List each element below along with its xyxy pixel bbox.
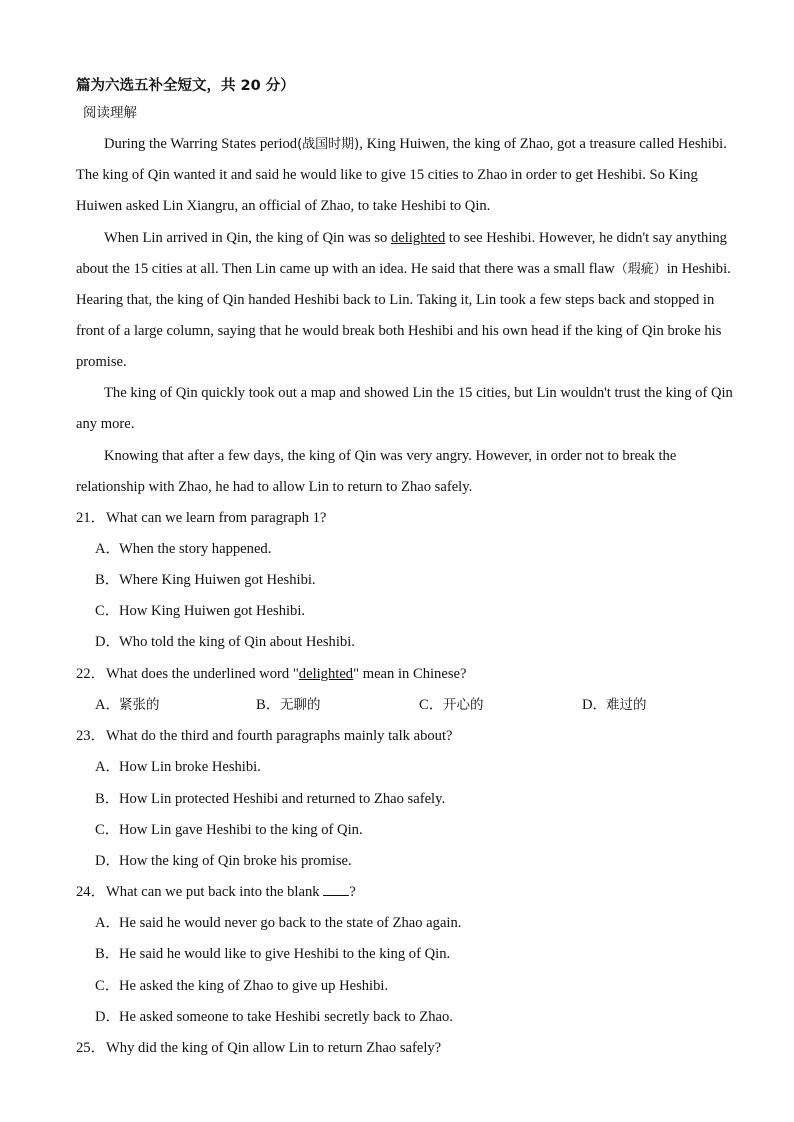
q23-option-c[interactable] bbox=[95, 820, 363, 840]
question-22 bbox=[76, 664, 466, 684]
text-span: During the Warring States period bbox=[104, 136, 298, 152]
q24-option-b[interactable] bbox=[95, 944, 450, 964]
option-text: When the story happened. bbox=[119, 541, 272, 557]
question-number: 25． bbox=[76, 1040, 106, 1056]
option-text: How King Huiwen got Heshibi. bbox=[119, 603, 306, 619]
option-letter: D． bbox=[582, 697, 608, 713]
question-text: Why did the king of Qin allow Lin to return Zhao safely? bbox=[106, 1040, 442, 1056]
underlined-word: delighted bbox=[390, 230, 446, 246]
q21-option-a[interactable] bbox=[95, 539, 271, 559]
passage-p1-line1 bbox=[104, 134, 727, 155]
question-25 bbox=[76, 1038, 441, 1058]
question-number: 23． bbox=[76, 728, 106, 744]
option-text: 开心的 bbox=[443, 697, 484, 713]
text-span: to see Heshibi. However, he didn't say anything bbox=[445, 230, 727, 246]
passage-p3-line1: The king of Qin quickly took out a map and showed Lin the 15 cities, but Lin wouldn't trust the king of Qin bbox=[104, 385, 733, 401]
passage-p2-line5: promise. bbox=[76, 354, 127, 370]
option-letter: B． bbox=[95, 946, 120, 962]
option-letter: A． bbox=[95, 697, 121, 713]
option-letter: D． bbox=[95, 634, 121, 650]
option-letter: B． bbox=[95, 572, 120, 588]
option-text: Where King Huiwen got Heshibi. bbox=[119, 572, 316, 588]
option-text: 难过的 bbox=[606, 697, 647, 713]
question-number: 21． bbox=[76, 510, 106, 526]
question-number: 24． bbox=[76, 884, 106, 900]
q21-option-d[interactable] bbox=[95, 632, 355, 652]
text-span: When Lin arrived in Qin, the king of Qin was so bbox=[104, 230, 391, 246]
option-text: How Lin protected Heshibi and returned to Zhao safely. bbox=[119, 791, 446, 807]
answer-blank bbox=[323, 882, 349, 896]
section-subtitle: 阅读理解 bbox=[83, 105, 137, 121]
q23-option-d[interactable] bbox=[95, 851, 352, 871]
q24-option-a[interactable] bbox=[95, 913, 461, 933]
q24-option-c[interactable] bbox=[95, 976, 388, 996]
chinese-gloss: （瑕疵） bbox=[614, 262, 667, 277]
option-text: How Lin broke Heshibi. bbox=[119, 759, 261, 775]
passage-p2-line1 bbox=[104, 228, 727, 248]
question-number: 22． bbox=[76, 666, 106, 682]
option-text: 无聊的 bbox=[280, 697, 321, 713]
text-span: in Heshibi. bbox=[666, 261, 731, 277]
q22-option-b[interactable] bbox=[256, 695, 321, 715]
underlined-word: delighted bbox=[298, 666, 354, 682]
option-letter: B． bbox=[256, 697, 281, 713]
chinese-gloss: (战国时期) bbox=[297, 137, 360, 152]
option-text: He said he would never go back to the state of Zhao again. bbox=[119, 915, 462, 931]
passage-p1-line3: Huiwen asked Lin Xiangru, an official of Zhao, to take Heshibi to Qin. bbox=[76, 198, 491, 214]
question-text: What can we put back into the blank bbox=[106, 884, 324, 900]
q23-option-a[interactable] bbox=[95, 757, 261, 777]
option-text: How Lin gave Heshibi to the king of Qin. bbox=[119, 822, 363, 838]
option-letter: C． bbox=[95, 603, 120, 619]
text-span: about the 15 cities at all. Then Lin came up with an idea. He said that there was a small flaw bbox=[76, 261, 615, 277]
q24-option-d[interactable] bbox=[95, 1007, 453, 1027]
option-letter: C． bbox=[95, 978, 120, 994]
option-text: He asked the king of Zhao to give up Heshibi. bbox=[119, 978, 389, 994]
q22-option-d[interactable] bbox=[582, 695, 647, 715]
question-text: " mean in Chinese? bbox=[353, 666, 467, 682]
option-text: Who told the king of Qin about Heshibi. bbox=[119, 634, 355, 650]
option-letter: D． bbox=[95, 853, 121, 869]
passage-p1-line2: The king of Qin wanted it and said he would like to give 15 cities to Zhao in order to get Heshibi. So King bbox=[76, 167, 698, 183]
option-text: 紧张的 bbox=[119, 697, 160, 713]
option-letter: B． bbox=[95, 791, 120, 807]
option-letter: A． bbox=[95, 915, 121, 931]
q21-option-b[interactable] bbox=[95, 570, 316, 590]
question-23 bbox=[76, 726, 453, 746]
passage-p2-line3: Hearing that, the king of Qin handed Heshibi back to Lin. Taking it, Lin took a few steps back and stopped in bbox=[76, 292, 715, 308]
passage-p2-line2 bbox=[76, 259, 731, 280]
q22-option-c[interactable] bbox=[419, 695, 484, 715]
question-text: What does the underlined word " bbox=[106, 666, 299, 682]
q21-option-c[interactable] bbox=[95, 601, 305, 621]
question-text: What can we learn from paragraph 1? bbox=[106, 510, 327, 526]
passage-p3-line2: any more. bbox=[76, 416, 135, 432]
passage-p2-line4: front of a large column, saying that he would break both Heshibi and his own head if the king of Qin broke his bbox=[76, 323, 722, 339]
passage-p4-line2: relationship with Zhao, he had to allow Lin to return to Zhao safely. bbox=[76, 479, 473, 495]
passage-p4-line1: Knowing that after a few days, the king of Qin was very angry. However, in order not to break the bbox=[104, 448, 677, 464]
question-24 bbox=[76, 882, 356, 902]
option-text: He asked someone to take Heshibi secretly back to Zhao. bbox=[119, 1009, 453, 1025]
question-21 bbox=[76, 508, 326, 528]
question-text: What do the third and fourth paragraphs mainly talk about? bbox=[106, 728, 453, 744]
q23-option-b[interactable] bbox=[95, 789, 445, 809]
option-letter: C． bbox=[95, 822, 120, 838]
q22-option-a[interactable] bbox=[95, 695, 160, 715]
option-letter: A． bbox=[95, 541, 121, 557]
option-letter: A． bbox=[95, 759, 121, 775]
section-title: 篇为六选五补全短文，共 20 分） bbox=[76, 78, 295, 94]
option-text: He said he would like to give Heshibi to the king of Qin. bbox=[119, 946, 451, 962]
option-letter: C． bbox=[419, 697, 444, 713]
option-text: How the king of Qin broke his promise. bbox=[119, 853, 352, 869]
text-span: , King Huiwen, the king of Zhao, got a treasure called Heshibi. bbox=[359, 136, 727, 152]
option-letter: D． bbox=[95, 1009, 121, 1025]
question-text: ? bbox=[349, 884, 356, 900]
